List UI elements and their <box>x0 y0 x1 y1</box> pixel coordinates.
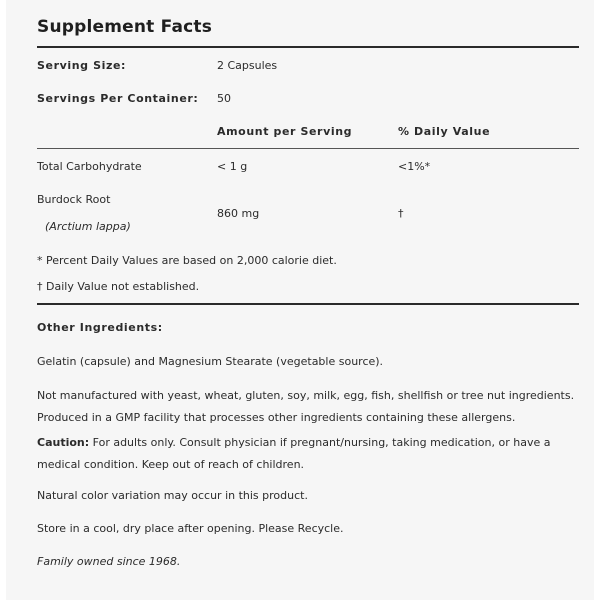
ingredient-latin-name: (Arctium lappa) <box>45 220 131 233</box>
caution-text: For adults only. Consult physician if pregnant/nursing, taking medication, or have a medical condition. Keep out of reach of children. <box>37 436 551 471</box>
caution-label: Caution: <box>37 436 90 449</box>
nutrient-amount: < 1 g <box>217 160 248 173</box>
title-divider <box>37 46 579 48</box>
facts-bottom-divider <box>37 303 579 305</box>
family-owned-note: Family owned since 1968. <box>37 555 181 568</box>
allergen-statement: Not manufactured with yeast, wheat, gluten, soy, milk, egg, fish, shellfish or tree nut ingredients. Produced in a GMP facility that processes other ingredients containing these allergens. <box>37 389 575 424</box>
nutrient-daily-value: <1%* <box>398 160 431 173</box>
color-variation-note: Natural color variation may occur in this product. <box>37 489 308 502</box>
daily-value-header: % Daily Value <box>398 125 491 138</box>
servings-per-container-label: Servings Per Container: <box>37 92 199 105</box>
amount-per-serving-header: Amount per Serving <box>217 125 353 138</box>
ingredient-name: Burdock Root <box>37 193 111 206</box>
ingredient-daily-value: † <box>398 207 404 220</box>
page-title: Supplement Facts <box>37 17 213 37</box>
other-ingredients-list: Gelatin (capsule) and Magnesium Stearate (vegetable source). <box>37 355 384 368</box>
header-divider <box>37 148 579 149</box>
serving-size-label: Serving Size: <box>37 59 127 72</box>
servings-per-container-value: 50 <box>217 92 231 105</box>
ingredient-amount: 860 mg <box>217 207 260 220</box>
other-ingredients-heading: Other Ingredients: <box>37 321 163 334</box>
nutrient-name: Total Carbohydrate <box>37 160 142 173</box>
serving-size-value: 2 Capsules <box>217 59 278 72</box>
storage-instructions: Store in a cool, dry place after opening. Please Recycle. <box>37 522 344 535</box>
percent-daily-footnote: * Percent Daily Values are based on 2,000 calorie diet. <box>37 254 337 267</box>
daily-value-footnote: † Daily Value not established. <box>37 280 200 293</box>
supplement-facts-panel <box>6 0 594 600</box>
caution-statement <box>37 432 582 476</box>
